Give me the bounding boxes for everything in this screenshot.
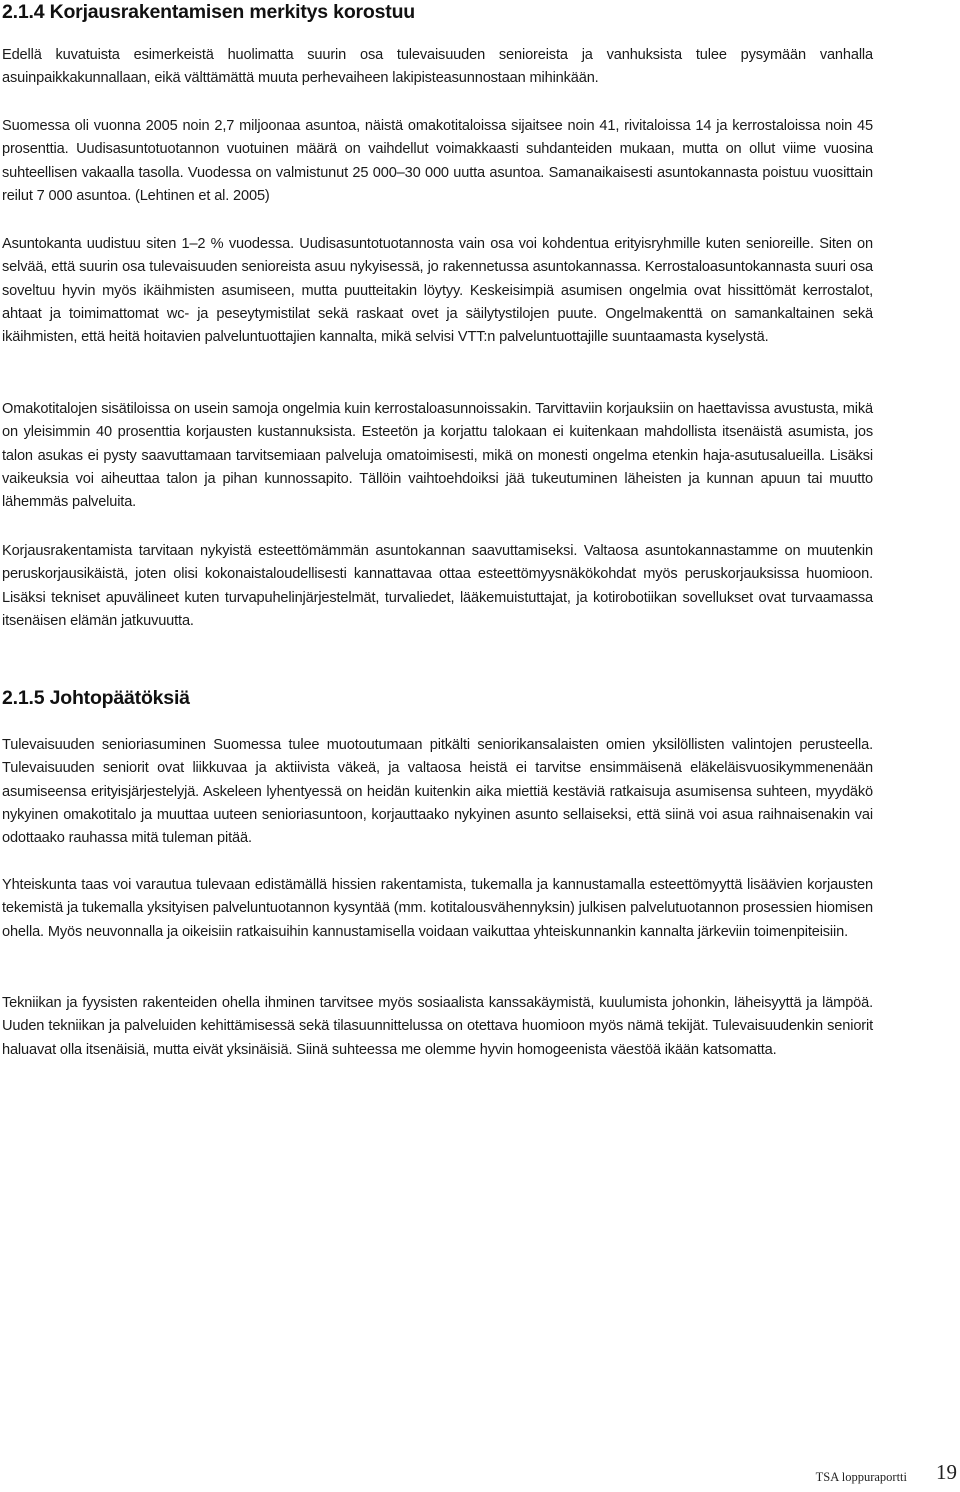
paragraph-block xyxy=(2,540,873,633)
report-label: TSA loppuraportti xyxy=(815,1470,907,1484)
paragraph-block xyxy=(2,874,873,944)
paragraph-block xyxy=(2,115,873,208)
body-paragraph: Tekniikan ja fyysisten rakenteiden ohella ihminen tarvitsee myös sosiaalista kanssakäymistä, kuulumista johonkin, läheisyyttä ja lämpöä. Uuden tekniikan ja palveluiden kehittämisessä sekä tilasuunnittelussa on otettava huomioon myös nämä tekijät. Tulevaisuudenkin seniorit haluavat olla itsenäisiä, mutta eivät yksinäisiä. Siinä suhteessa me olemme hyvin homogeenista väestöä ikään katsomatta. xyxy=(2,995,873,1058)
paragraph-block xyxy=(2,233,873,349)
body-paragraph: Korjausrakentamista tarvitaan nykyistä esteettömämmän asuntokannan saavuttamiseksi. Valtaosa asuntokannastamme on muutenkin peruskorjausikäistä, joten olisi kokonaistaloudellisesti kannattavaa ottaa esteettömyysnäkökohdat myös peruskorjauksissa huomioon. Lisäksi tekniset apuvälineet kuten turvapuhelinjärjestelmät, turvaliedet, lääkemuistuttajat, ja kotirobotiikan sovellukset ovat turvaamassa itsenäisen elämän jatkuvuutta. xyxy=(2,543,873,629)
body-paragraph: Suomessa oli vuonna 2005 noin 2,7 miljoonaa asuntoa, näistä omakotitaloissa sijaitsee noin 41, rivitaloissa 14 ja kerrostaloissa noin 45 prosenttia. Uudisasuntotuotannon vuotuinen määrä on vaihdellut voimakkaasti suhdanteiden mukaan, mutta on ollut viime vuosina suhteellisen vakaalla tasolla. Vuodessa on valmistunut 25 000–30 000 uutta asuntoa. Samanaikaisesti asuntokannasta poistuu vuosittain reilut 7 000 asuntoa. (Lehtinen et al. 2005) xyxy=(2,118,873,204)
paragraph-block xyxy=(2,992,873,1062)
body-paragraph: Yhteiskunta taas voi varautua tulevaan edistämällä hissien rakentamista, tukemalla ja kannustamalla esteettömyyttä lisäävien korjausten tekemistä ja tukemalla yksityisen palveluntuotannon kysyntää (mm. kotitalousvähennyksin) julkisen palvelutuotannon prosessien hiomisen ohella. Myös neuvonnalla ja oikeisiin ratkaisuihin kannustamisella voidaan vaikuttaa yhteiskunnankin kannalta järkeviin toimenpiteisiin. xyxy=(2,877,873,940)
page-number: 19 xyxy=(936,1460,957,1484)
page-footer xyxy=(660,1452,960,1492)
body-paragraph: Edellä kuvatuista esimerkeistä huolimatta suurin osa tulevaisuuden senioreista ja vanhuksista tulee pysymään vanhalla asuinpaikkakunnallaan, eikä välttämättä muuta perhevaiheen lakipisteasunnostaan mihinkään. xyxy=(2,47,873,87)
section-heading-2-1-5: 2.1.5 Johtopäätöksiä xyxy=(2,687,190,709)
paragraph-block xyxy=(2,44,873,91)
body-paragraph: Asuntokanta uudistuu siten 1–2 % vuodessa. Uudisasuntotuotannosta vain osa voi kohdentua erityisryhmille kuten senioreille. Siten on selvää, että suurin osa tulevaisuuden senioreista asuu nykyisessä, jo rakennetussa asuntokannassa. Kerrostaloasuntokannasta suuri osa soveltuu hyvin myös ikäihmisten asumiseen, mutta puutteitakin löytyy. Keskeisimpiä asumisen ongelmia ovat hissittömät kerrostalot, ahtaat ja toimimattomat wc- ja peseytymistilat sekä raskaat ovet ja säilytystilojen puute. Ongelmakenttä on samankaltainen sekä ikäihmisten, että heitä hoitavien palveluntuottajien kannalta, mikä selvisi VTT:n palveluntuottajille suuntaamasta kyselystä. xyxy=(2,236,873,346)
paragraph-block xyxy=(2,398,873,514)
paragraph-block xyxy=(2,734,873,850)
body-paragraph: Omakotitalojen sisätiloissa on usein samoja ongelmia kuin kerrostaloasunnoissakin. Tarvittaviin korjauksiin on haettavissa avustusta, mikä on yleisimmin 40 prosenttia korjausten kustannuksista. Esteetön ja korjattu talokaan ei kuitenkaan mahdollista itsenäistä asumista, jos talon asukas ei pysty saavuttamaan tarvitsemiaan palveluja omatoimisesti, mikä on monesti ongelma etenkin haja-asutusalueilla. Lisäksi vaikeuksia voi aiheuttaa talon ja pihan kunnossapito. Tällöin vaihtoehdoiksi jää tukeutuminen läheisten ja kunnan apuun tai muutto lähemmäs palveluita. xyxy=(2,401,873,511)
section-heading-2-1-4: 2.1.4 Korjausrakentamisen merkitys korostuu xyxy=(2,1,415,23)
body-paragraph: Tulevaisuuden senioriasuminen Suomessa tulee muotoutumaan pitkälti seniorikansalaisten omien yksilöllisten valintojen perusteella. Tulevaisuuden seniorit ovat liikkuvaa ja aktiivista väkeä, ja valtaosa heistä ei tarvitse ensimmäisenä eläkeläisvuosikymmenenään asumiseensa erityisjärjestelyjä. Askeleen lyhentyessä on heidän kuitenkin aika miettiä kestäviä ratkaisuja asumisensa suhteen, myydäkö nykyinen omakotitalo ja muuttaa uuteen senioriasuntoon, korjauttaako nykyinen asunto sellaiseksi, että siinä voi asua raihnaisenakin vai odottaako rauhassa mitä tuleman pitää. xyxy=(2,737,873,847)
